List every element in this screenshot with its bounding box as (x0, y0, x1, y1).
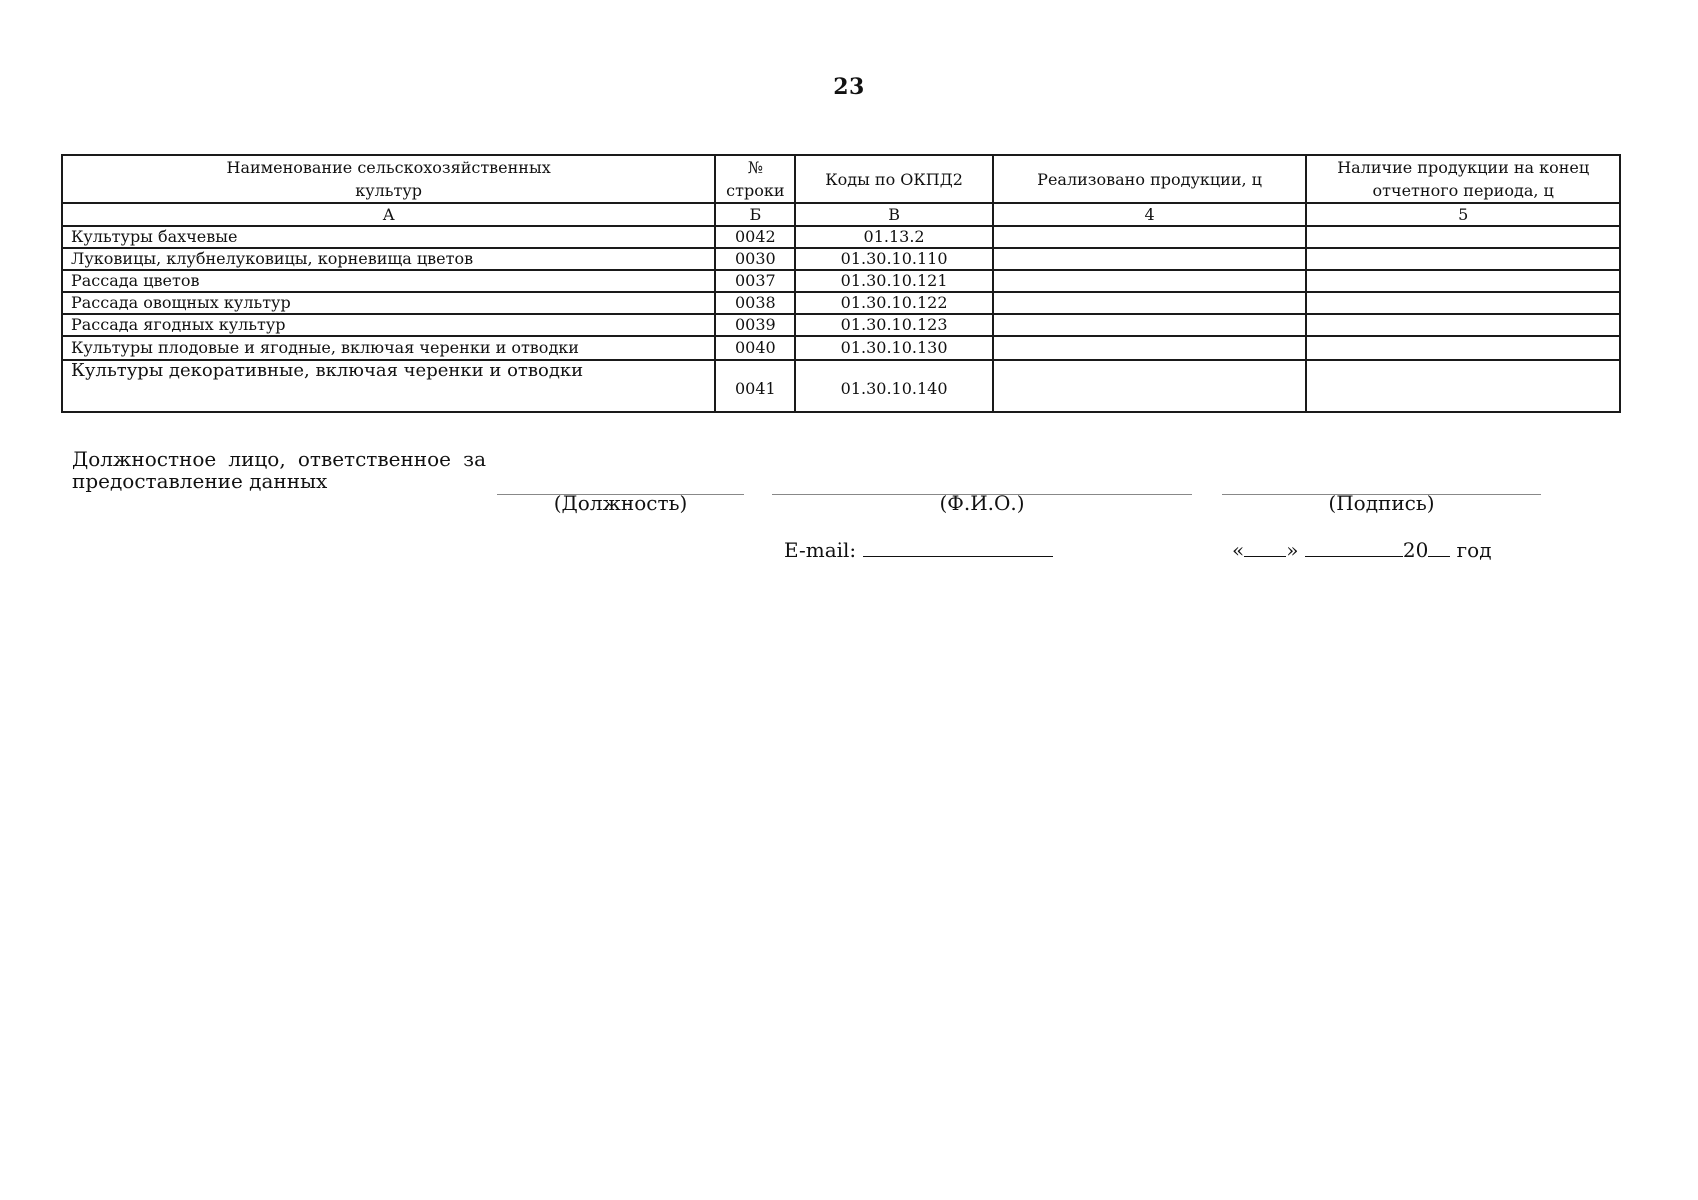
table-header-row (62, 155, 1620, 203)
okpd2-code-cell: 01.30.10.121 (795, 270, 992, 292)
year-suffix: год (1456, 538, 1492, 562)
fio-caption: (Ф.И.О.) (939, 491, 1025, 515)
stock-input-cell[interactable] (1306, 248, 1620, 270)
okpd2-code-cell: 01.30.10.123 (795, 314, 992, 336)
date-close-quote: » (1286, 538, 1299, 562)
column-letter: 5 (1306, 203, 1620, 226)
okpd2-code-cell: 01.30.10.122 (795, 292, 992, 314)
column-letters-row (62, 203, 1620, 226)
okpd2-code-cell: 01.30.10.110 (795, 248, 992, 270)
table-row (62, 226, 1620, 248)
row-number-cell: 0038 (715, 292, 795, 314)
crop-name-cell: Культуры декоративные, включая черенки и отводки (62, 360, 715, 412)
header-sold-products: Реализовано продукции, ц (993, 155, 1307, 203)
row-number-cell: 0039 (715, 314, 795, 336)
column-letter: А (62, 203, 715, 226)
date-open-quote: « (1232, 538, 1245, 562)
signature-caption: (Подпись) (1328, 491, 1435, 515)
column-letter: В (795, 203, 992, 226)
report-table (61, 154, 1621, 413)
position-caption: (Должность) (553, 491, 688, 515)
stock-input-cell[interactable] (1306, 270, 1620, 292)
header-okpd2-codes: Коды по ОКПД2 (795, 155, 992, 203)
column-letter: 4 (993, 203, 1307, 226)
page-number: 23 (833, 74, 865, 100)
stock-input-cell[interactable] (1306, 336, 1620, 360)
header-stock-end-period: Наличие продукции на конец отчетного периода, ц (1306, 155, 1620, 203)
row-number-cell: 0030 (715, 248, 795, 270)
stock-input-cell[interactable] (1306, 314, 1620, 336)
email-blank[interactable] (863, 536, 1053, 557)
crop-name-cell: Культуры плодовые и ягодные, включая черенки и отводки (62, 336, 715, 360)
table-row (62, 270, 1620, 292)
sold-input-cell[interactable] (993, 270, 1307, 292)
table-row (62, 292, 1620, 314)
month-blank[interactable] (1305, 536, 1403, 557)
header-row-number: № строки (715, 155, 795, 203)
crop-name-cell: Луковицы, клубнелуковицы, корневища цветов (62, 248, 715, 270)
sold-input-cell[interactable] (993, 360, 1307, 412)
stock-input-cell[interactable] (1306, 360, 1620, 412)
sold-input-cell[interactable] (993, 336, 1307, 360)
okpd2-code-cell: 01.30.10.140 (795, 360, 992, 412)
column-letter: Б (715, 203, 795, 226)
responsible-person-label: Должностное лицо, ответственное за предоставление данных (72, 447, 486, 493)
email-label: E-mail: (784, 538, 857, 562)
okpd2-code-cell: 01.13.2 (795, 226, 992, 248)
stock-input-cell[interactable] (1306, 226, 1620, 248)
row-number-cell: 0037 (715, 270, 795, 292)
okpd2-code-cell: 01.30.10.130 (795, 336, 992, 360)
crop-name-cell: Культуры бахчевые (62, 226, 715, 248)
sold-input-cell[interactable] (993, 226, 1307, 248)
table-row (62, 360, 1620, 412)
crop-name-cell: Рассада овощных культур (62, 292, 715, 314)
row-number-cell: 0040 (715, 336, 795, 360)
email-field (784, 536, 1053, 562)
header-crop-name: Наименование сельскохозяйственных культур (62, 155, 715, 203)
year-prefix: 20 (1402, 538, 1429, 562)
table-row (62, 248, 1620, 270)
sold-input-cell[interactable] (993, 314, 1307, 336)
row-number-cell: 0042 (715, 226, 795, 248)
row-number-cell: 0041 (715, 360, 795, 412)
date-field (1232, 536, 1492, 562)
crop-name-cell: Рассада ягодных культур (62, 314, 715, 336)
crop-name-cell: Рассада цветов (62, 270, 715, 292)
sold-input-cell[interactable] (993, 248, 1307, 270)
year-blank[interactable] (1428, 536, 1450, 557)
sold-input-cell[interactable] (993, 292, 1307, 314)
day-blank[interactable] (1244, 536, 1286, 557)
stock-input-cell[interactable] (1306, 292, 1620, 314)
table-row (62, 314, 1620, 336)
table-row (62, 336, 1620, 360)
